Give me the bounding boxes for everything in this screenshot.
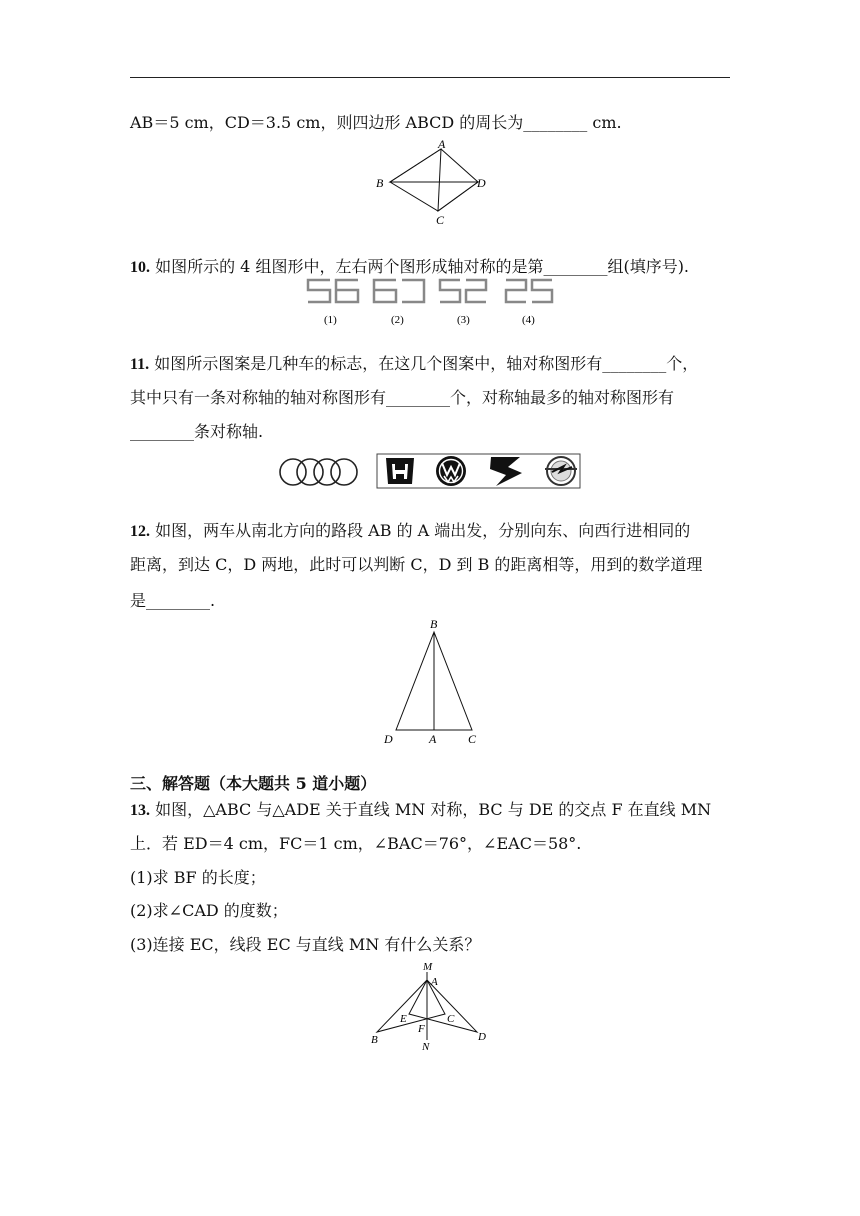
q11-line-3: ________条对称轴. — [130, 422, 264, 441]
q9-text: AB＝5 cm，CD＝3.5 cm，则四边形 ABCD 的周长为________ cm. — [130, 113, 622, 132]
q13-label-d: D — [478, 1031, 486, 1043]
q12-number: 12. — [130, 523, 150, 540]
q13-label-m: M — [423, 961, 433, 973]
q10-group-4 — [506, 280, 552, 302]
q11-body-1: 如图所示图案是几种车的标志，在这几个图案中，轴对称图形有________个， — [154, 354, 699, 373]
q9-quadrilateral-figure — [370, 138, 490, 228]
q13-symmetry-figure — [365, 958, 495, 1054]
audi-rings-icon — [280, 459, 357, 485]
q13-label-c: C — [447, 1013, 455, 1025]
q12-label-c: C — [468, 732, 477, 746]
q11-line-2: 其中只有一条对称轴的轴对称图形有________个，对称轴最多的轴对称图形有 — [130, 388, 675, 407]
suzuki-icon — [490, 457, 522, 486]
q13-part-3: (3)连接 EC，线段 EC 与直线 MN 有什么关系？ — [130, 935, 481, 954]
q10-label-4: (4) — [522, 314, 535, 326]
q12-label-a: A — [429, 732, 437, 746]
q10-group-2 — [374, 280, 424, 302]
q12-line-2: 距离，到达 C，D 两地，此时可以判断 C，D 到 B 的距离相等，用到的数学道理 — [130, 555, 703, 574]
q9-outline — [390, 149, 478, 211]
q10-body: 如图所示的 4 组图形中，左右两个图形成轴对称的是第________组(填序号). — [155, 257, 690, 276]
q12-triangle-figure — [376, 616, 486, 748]
section-heading: 三、解答题（本大题共 5 道小题） — [130, 774, 377, 793]
q10-label-3: (3) — [457, 314, 470, 326]
q11-line-1 — [130, 354, 698, 375]
q11-car-logos-figure — [276, 452, 586, 490]
q13-part-2: (2)求∠CAD 的度数； — [130, 901, 288, 920]
q12-label-b: B — [430, 617, 438, 631]
q13-number: 13. — [130, 802, 150, 819]
q13-label-e: E — [400, 1013, 407, 1025]
q9-label-a: A — [438, 138, 446, 151]
q10-label-1: (1) — [324, 314, 337, 326]
q10-digit-figure — [300, 278, 570, 330]
honda-icon — [386, 458, 414, 484]
q10-group-3 — [440, 280, 486, 302]
header-rule — [130, 77, 730, 78]
q10-group-1 — [308, 280, 358, 302]
q13-label-a: A — [431, 976, 438, 988]
q9-label-d: D — [477, 176, 486, 190]
q9-label-b: B — [376, 176, 384, 190]
q13-label-n: N — [422, 1041, 430, 1053]
q12-line-3: 是________. — [130, 591, 216, 610]
q12-body-1: 如图，两车从南北方向的路段 AB 的 A 端出发，分别向东、向西行进相同的 — [155, 521, 691, 540]
q13-label-f: F — [418, 1023, 425, 1035]
q10-number: 10. — [130, 259, 150, 276]
q13-label-b: B — [371, 1034, 378, 1046]
q13-part-1: (1)求 BF 的长度； — [130, 868, 266, 887]
q10-text — [130, 257, 689, 278]
q13-line-1 — [130, 800, 711, 821]
q10-label-2: (2) — [391, 314, 404, 326]
q13-body-1: 如图，△ABC 与△ADE 关于直线 MN 对称，BC 与 DE 的交点 F 在直线 MN — [155, 800, 712, 819]
q9-quad — [390, 149, 478, 211]
q11-number: 11. — [130, 356, 150, 373]
q13-line-2: 上．若 ED＝4 cm，FC＝1 cm，∠BAC＝76°，∠EAC＝58°. — [130, 834, 582, 853]
q12-line-1 — [130, 521, 690, 542]
opel-icon — [545, 457, 577, 485]
q9-label-c: C — [436, 213, 445, 227]
q12-label-d: D — [384, 732, 393, 746]
volkswagen-icon — [436, 456, 466, 486]
